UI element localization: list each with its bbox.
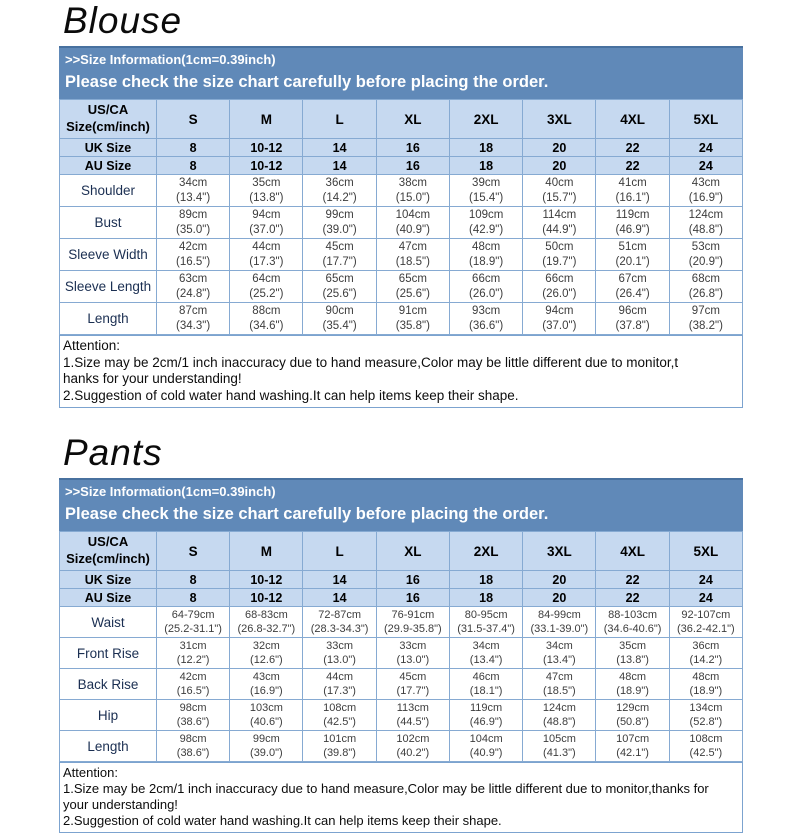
measurement-value-cell: 113cm (44.5") (376, 700, 449, 731)
size-value-cell: 20 (523, 139, 596, 157)
size-row-label: AU Size (60, 157, 157, 175)
attention-box (59, 762, 743, 832)
measurement-value-cell: 65cm (25.6") (303, 271, 376, 303)
measurement-value-cell: 108cm (42.5") (669, 731, 742, 762)
size-column-header: 3XL (523, 532, 596, 571)
measurement-value-cell: 36cm (14.2") (669, 638, 742, 669)
size-value-cell: 18 (449, 571, 522, 589)
au-size-row (60, 157, 743, 175)
size-info-bar (59, 478, 743, 531)
measurement-row (60, 175, 743, 207)
size-row-label: UK Size (60, 571, 157, 589)
measurement-value-cell: 114cm (44.9") (523, 207, 596, 239)
size-value-cell: 22 (596, 157, 669, 175)
attention-line: 1.Size may be 2cm/1 inch inaccuracy due to hand measure,Color may be little different due to monitor,t (63, 354, 679, 370)
size-column-header: XL (376, 532, 449, 571)
uk-size-row (60, 139, 743, 157)
size-column-header: 5XL (669, 532, 742, 571)
measurement-row (60, 239, 743, 271)
size-value-cell: 16 (376, 139, 449, 157)
size-value-cell: 24 (669, 589, 742, 607)
measurement-value-cell: 98cm (38.6") (156, 700, 229, 731)
size-value-cell: 8 (156, 571, 229, 589)
size-value-cell: 14 (303, 157, 376, 175)
measurement-value-cell: 45cm (17.7") (376, 669, 449, 700)
size-column-header: 4XL (596, 532, 669, 571)
measurement-value-cell: 119cm (46.9") (449, 700, 522, 731)
size-column-header: S (156, 100, 229, 139)
measurement-row (60, 207, 743, 239)
measurement-value-cell: 48cm (18.9") (596, 669, 669, 700)
measurement-value-cell: 87cm (34.3") (156, 303, 229, 335)
measurement-value-cell: 34cm (13.4") (523, 638, 596, 669)
measurement-row (60, 303, 743, 335)
measurement-value-cell: 34cm (13.4") (156, 175, 229, 207)
attention-line: 1.Size may be 2cm/1 inch inaccuracy due to hand measure,Color may be little different due to monitor,thanks for (63, 781, 709, 797)
measurement-value-cell: 66cm (26.0") (449, 271, 522, 303)
size-column-header: 2XL (449, 100, 522, 139)
measurement-value-cell: 68-83cm (26.8-32.7") (230, 607, 303, 638)
measurement-value-cell: 80-95cm (31.5-37.4") (449, 607, 522, 638)
measurement-value-cell: 124cm (48.8") (523, 700, 596, 731)
measurement-value-cell: 104cm (40.9") (449, 731, 522, 762)
size-value-cell: 24 (669, 139, 742, 157)
measurement-label-cell: Front Rise (60, 638, 157, 669)
measurement-row (60, 271, 743, 303)
measurement-label-cell: Bust (60, 207, 157, 239)
measurement-value-cell: 89cm (35.0") (156, 207, 229, 239)
size-column-header: S (156, 532, 229, 571)
size-value-cell: 20 (523, 157, 596, 175)
size-value-cell: 24 (669, 157, 742, 175)
measurement-value-cell: 103cm (40.6") (230, 700, 303, 731)
measurement-row (60, 731, 743, 762)
section-pants (59, 434, 743, 833)
measurement-value-cell: 102cm (40.2") (376, 731, 449, 762)
table-corner-cell: US/CA Size(cm/inch) (60, 100, 157, 139)
size-column-header: 4XL (596, 100, 669, 139)
measurement-label-cell: Shoulder (60, 175, 157, 207)
measurement-value-cell: 33cm (13.0") (376, 638, 449, 669)
size-info-line: >>Size Information(1cm=0.39inch) (65, 484, 276, 500)
measurement-value-cell: 105cm (41.3") (523, 731, 596, 762)
size-column-header: 2XL (449, 532, 522, 571)
measurement-value-cell: 63cm (24.8") (156, 271, 229, 303)
measurement-value-cell: 43cm (16.9") (230, 669, 303, 700)
size-chart-table (59, 531, 743, 762)
size-value-cell: 24 (669, 571, 742, 589)
size-row-label: AU Size (60, 589, 157, 607)
measurement-value-cell: 50cm (19.7") (523, 239, 596, 271)
section-blouse (59, 2, 743, 408)
measurement-value-cell: 42cm (16.5") (156, 669, 229, 700)
measurement-value-cell: 96cm (37.8") (596, 303, 669, 335)
measurement-value-cell: 65cm (25.6") (376, 271, 449, 303)
measurement-value-cell: 42cm (16.5") (156, 239, 229, 271)
measurement-row (60, 700, 743, 731)
measurement-value-cell: 51cm (20.1") (596, 239, 669, 271)
size-value-cell: 22 (596, 139, 669, 157)
measurement-value-cell: 64cm (25.2") (230, 271, 303, 303)
measurement-value-cell: 47cm (18.5") (376, 239, 449, 271)
size-value-cell: 10-12 (230, 139, 303, 157)
attention-line: your understanding! (63, 797, 178, 813)
measurement-value-cell: 90cm (35.4") (303, 303, 376, 335)
uk-size-row (60, 571, 743, 589)
size-value-cell: 14 (303, 589, 376, 607)
size-value-cell: 20 (523, 571, 596, 589)
measurement-value-cell: 31cm (12.2") (156, 638, 229, 669)
size-value-cell: 18 (449, 157, 522, 175)
measurement-value-cell: 94cm (37.0") (230, 207, 303, 239)
measurement-value-cell: 88cm (34.6") (230, 303, 303, 335)
measurement-label-cell: Sleeve Length (60, 271, 157, 303)
measurement-row (60, 638, 743, 669)
measurement-value-cell: 99cm (39.0") (303, 207, 376, 239)
measurement-value-cell: 34cm (13.4") (449, 638, 522, 669)
size-value-cell: 16 (376, 157, 449, 175)
size-notice-line: Please check the size chart carefully before placing the order. (65, 72, 549, 91)
size-value-cell: 10-12 (230, 157, 303, 175)
measurement-value-cell: 33cm (13.0") (303, 638, 376, 669)
measurement-value-cell: 92-107cm (36.2-42.1") (669, 607, 742, 638)
measurement-row (60, 607, 743, 638)
size-value-cell: 22 (596, 571, 669, 589)
measurement-value-cell: 99cm (39.0") (230, 731, 303, 762)
measurement-value-cell: 41cm (16.1") (596, 175, 669, 207)
measurement-row (60, 669, 743, 700)
measurement-label-cell: Back Rise (60, 669, 157, 700)
size-column-header: L (303, 532, 376, 571)
measurement-label-cell: Sleeve Width (60, 239, 157, 271)
size-value-cell: 22 (596, 589, 669, 607)
measurement-value-cell: 43cm (16.9") (669, 175, 742, 207)
measurement-value-cell: 64-79cm (25.2-31.1") (156, 607, 229, 638)
measurement-value-cell: 109cm (42.9") (449, 207, 522, 239)
measurement-value-cell: 119cm (46.9") (596, 207, 669, 239)
measurement-value-cell: 44cm (17.3") (303, 669, 376, 700)
size-column-header: XL (376, 100, 449, 139)
measurement-value-cell: 97cm (38.2") (669, 303, 742, 335)
section-title: Blouse (63, 0, 183, 41)
au-size-row (60, 589, 743, 607)
measurement-value-cell: 104cm (40.9") (376, 207, 449, 239)
size-value-cell: 8 (156, 139, 229, 157)
measurement-value-cell: 94cm (37.0") (523, 303, 596, 335)
attention-line: 2.Suggestion of cold water hand washing.It can help items keep their shape. (63, 812, 502, 828)
measurement-value-cell: 53cm (20.9") (669, 239, 742, 271)
measurement-value-cell: 67cm (26.4") (596, 271, 669, 303)
measurement-value-cell: 48cm (18.9") (449, 239, 522, 271)
size-notice-line: Please check the size chart carefully before placing the order. (65, 504, 549, 523)
measurement-value-cell: 40cm (15.7") (523, 175, 596, 207)
size-chart-page (59, 2, 743, 833)
measurement-value-cell: 108cm (42.5") (303, 700, 376, 731)
measurement-value-cell: 76-91cm (29.9-35.8") (376, 607, 449, 638)
attention-line: hanks for your understanding! (63, 371, 242, 387)
measurement-value-cell: 36cm (14.2") (303, 175, 376, 207)
size-value-cell: 14 (303, 139, 376, 157)
measurement-value-cell: 72-87cm (28.3-34.3") (303, 607, 376, 638)
size-header-row (60, 100, 743, 139)
size-column-header: L (303, 100, 376, 139)
measurement-value-cell: 68cm (26.8") (669, 271, 742, 303)
size-column-header: 3XL (523, 100, 596, 139)
measurement-value-cell: 88-103cm (34.6-40.6") (596, 607, 669, 638)
measurement-value-cell: 38cm (15.0") (376, 175, 449, 207)
measurement-value-cell: 35cm (13.8") (230, 175, 303, 207)
size-row-label: UK Size (60, 139, 157, 157)
measurement-label-cell: Length (60, 731, 157, 762)
size-value-cell: 18 (449, 139, 522, 157)
attention-box (59, 335, 743, 408)
measurement-value-cell: 91cm (35.8") (376, 303, 449, 335)
size-value-cell: 14 (303, 571, 376, 589)
measurement-value-cell: 98cm (38.6") (156, 731, 229, 762)
measurement-value-cell: 134cm (52.8") (669, 700, 742, 731)
size-value-cell: 18 (449, 589, 522, 607)
measurement-value-cell: 32cm (12.6") (230, 638, 303, 669)
measurement-value-cell: 66cm (26.0") (523, 271, 596, 303)
measurement-value-cell: 129cm (50.8") (596, 700, 669, 731)
measurement-value-cell: 47cm (18.5") (523, 669, 596, 700)
measurement-value-cell: 44cm (17.3") (230, 239, 303, 271)
measurement-value-cell: 124cm (48.8") (669, 207, 742, 239)
attention-line: 2.Suggestion of cold water hand washing.It can help items keep their shape. (63, 387, 519, 403)
measurement-value-cell: 84-99cm (33.1-39.0") (523, 607, 596, 638)
size-value-cell: 16 (376, 589, 449, 607)
size-value-cell: 16 (376, 571, 449, 589)
measurement-value-cell: 101cm (39.8") (303, 731, 376, 762)
size-info-bar (59, 46, 743, 99)
size-value-cell: 10-12 (230, 571, 303, 589)
attention-line: Attention: (63, 338, 121, 354)
size-column-header: M (230, 100, 303, 139)
measurement-value-cell: 48cm (18.9") (669, 669, 742, 700)
measurement-label-cell: Waist (60, 607, 157, 638)
size-value-cell: 10-12 (230, 589, 303, 607)
section-title: Pants (63, 432, 163, 474)
size-column-header: M (230, 532, 303, 571)
measurement-label-cell: Hip (60, 700, 157, 731)
measurement-label-cell: Length (60, 303, 157, 335)
attention-line: Attention: (63, 765, 118, 781)
size-info-line: >>Size Information(1cm=0.39inch) (65, 52, 276, 67)
measurement-value-cell: 107cm (42.1") (596, 731, 669, 762)
size-column-header: 5XL (669, 100, 742, 139)
measurement-value-cell: 93cm (36.6") (449, 303, 522, 335)
size-value-cell: 20 (523, 589, 596, 607)
table-corner-cell: US/CA Size(cm/inch) (60, 532, 157, 571)
measurement-value-cell: 35cm (13.8") (596, 638, 669, 669)
measurement-value-cell: 39cm (15.4") (449, 175, 522, 207)
measurement-value-cell: 46cm (18.1") (449, 669, 522, 700)
size-value-cell: 8 (156, 157, 229, 175)
size-header-row (60, 532, 743, 571)
size-chart-table (59, 99, 743, 335)
size-value-cell: 8 (156, 589, 229, 607)
measurement-value-cell: 45cm (17.7") (303, 239, 376, 271)
